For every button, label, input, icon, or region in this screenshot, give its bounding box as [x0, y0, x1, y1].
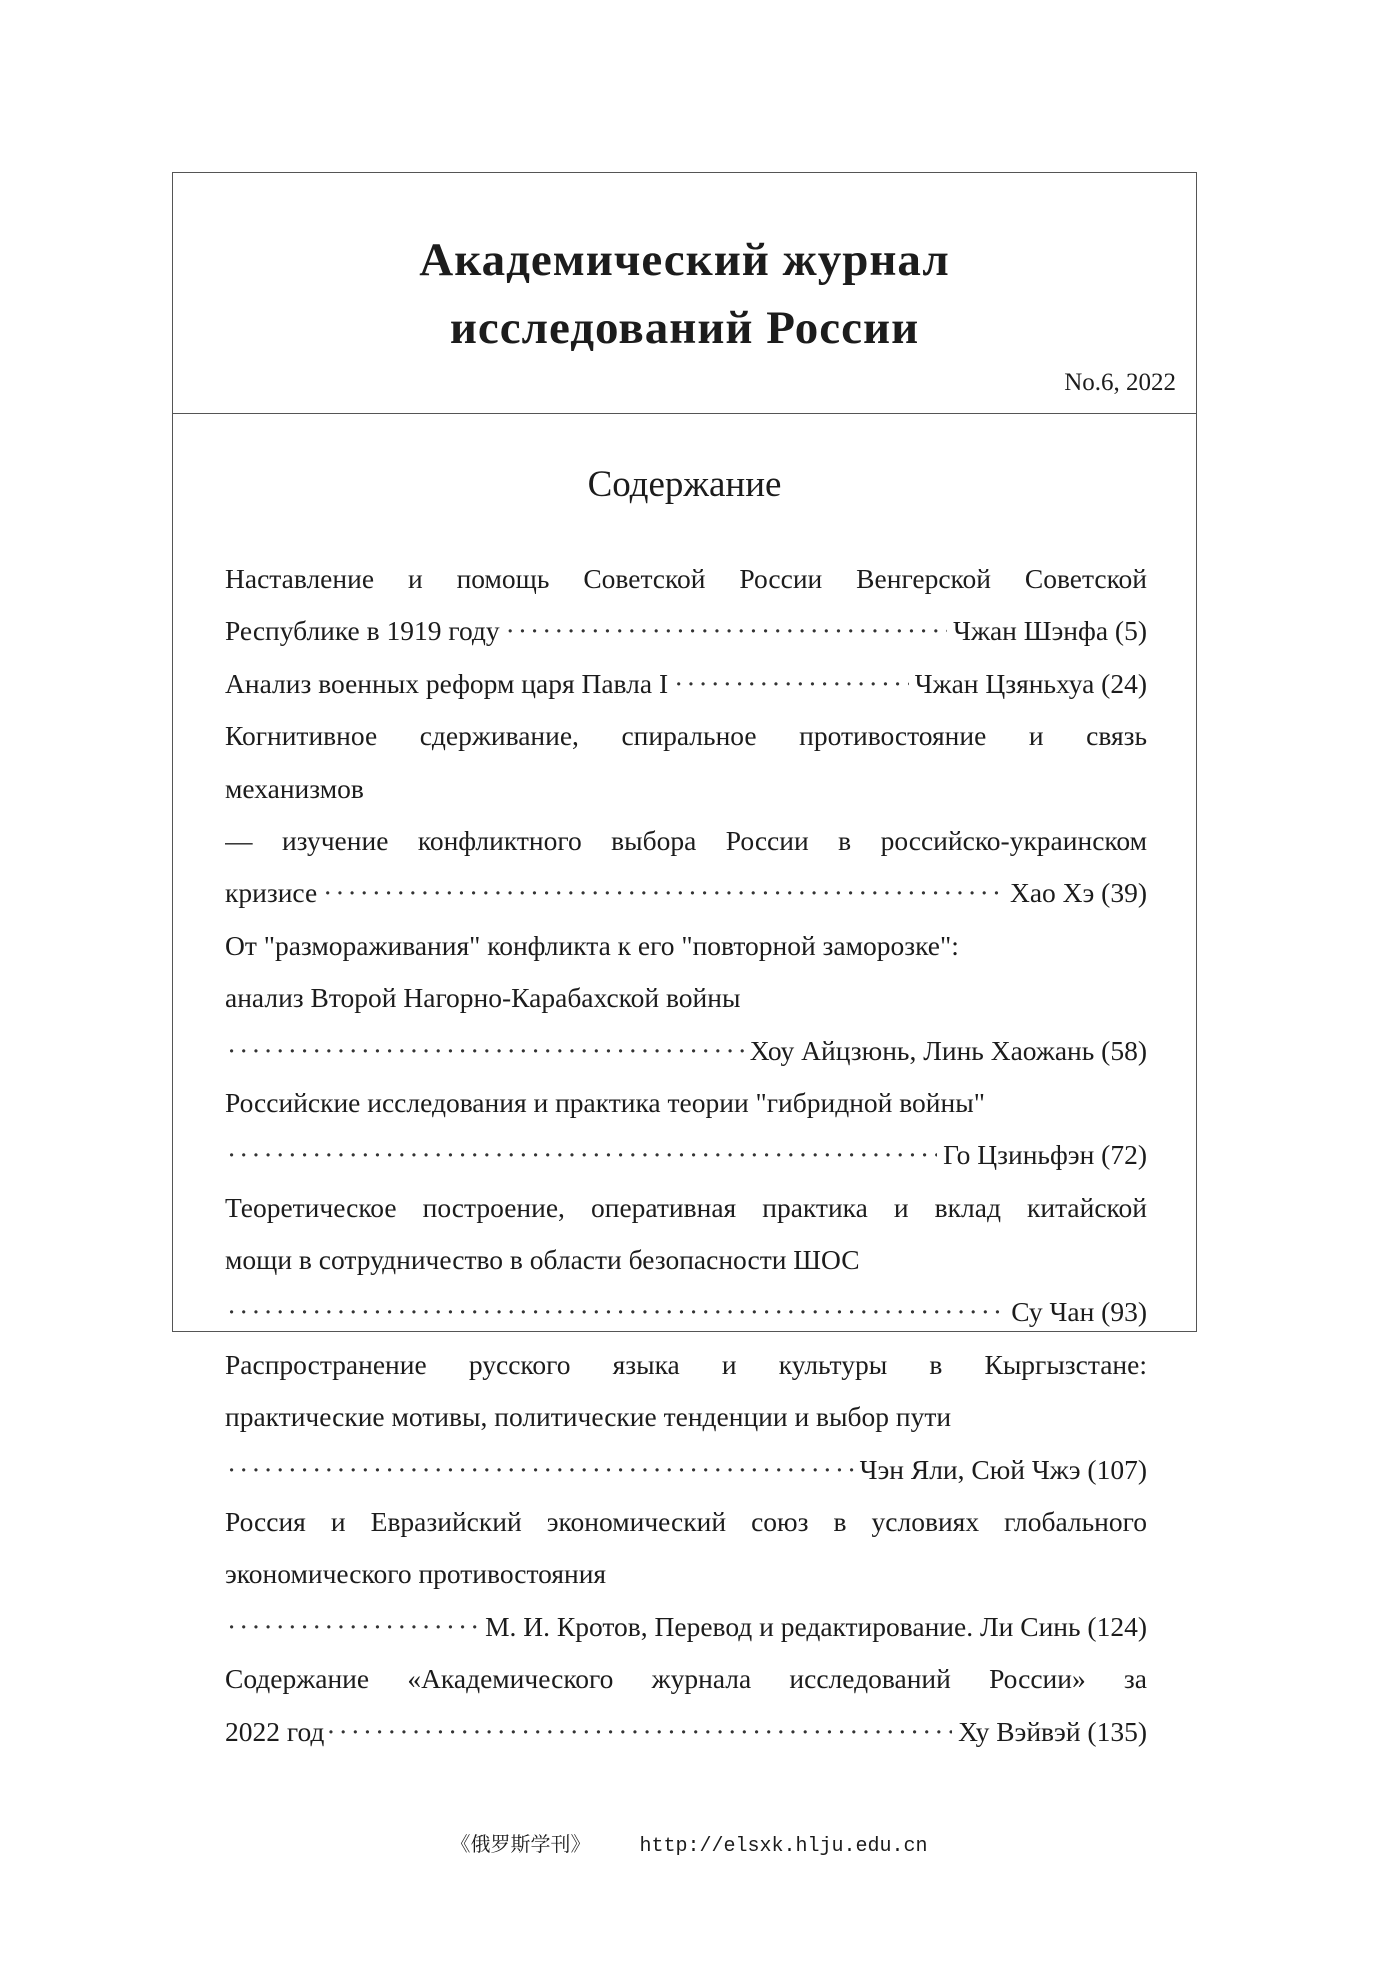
toc-entry-title-line: Россия и Евразийский экономический союз в условиях глобального [225, 1506, 1147, 1538]
journal-title-line-2: исследований России [449, 302, 920, 354]
contents-heading: Содержание [587, 464, 782, 505]
journal-header [173, 173, 1196, 414]
toc-entry-author-page: Чжан Цзяньхуа (24) [914, 667, 1147, 699]
toc-entry-lead-line [225, 1129, 1147, 1181]
toc-entry-title-line: мощи в сотрудничество в области безопасности ШОС [225, 1244, 860, 1276]
leader-dots [323, 867, 1004, 919]
toc-entry-author-page: Ху Вэйвэй (135) [958, 1715, 1147, 1747]
issue-number: No.6, 2022 [1064, 369, 1176, 396]
toc-entry-title-line: 2022 год [225, 1715, 325, 1747]
toc-entry-title-line: Республике в 1919 году [225, 615, 500, 647]
toc-entry-title-line: — изучение конфликтного выбора России в российско-украинском [225, 824, 1147, 856]
page-footer [0, 1828, 1378, 1858]
toc-entry-lead-line [225, 658, 1147, 710]
toc-entry-author-page: Чэн Яли, Сюй Чжэ (107) [859, 1453, 1147, 1485]
toc-entry-lead-line [225, 605, 1147, 657]
leader-dots [227, 1601, 479, 1653]
toc-entry-title-line: Содержание «Академического журнала исследований России» за [225, 1663, 1147, 1695]
leader-dots [227, 1129, 937, 1181]
table-of-contents [225, 553, 1147, 1758]
leader-dots [674, 658, 909, 710]
toc-entry-title-line: механизмов [225, 772, 364, 804]
footer-url-link[interactable]: http://elsxk.hlju.edu.cn [639, 1835, 928, 1858]
toc-entry-lead-line [225, 1286, 1147, 1338]
toc-entry-lead-line [225, 1706, 1147, 1758]
toc-entry-title-line: Распространение русского языка и культуры в Кыргызстане: [225, 1348, 1147, 1380]
toc-entry-title-line: экономического противостояния [225, 1558, 607, 1590]
leader-dots [326, 1706, 952, 1758]
leader-dots [227, 1025, 744, 1077]
toc-entry-lead-line [225, 1444, 1147, 1496]
toc-entry-author-page: Хао Хэ (39) [1009, 877, 1147, 909]
journal-title-line-1: Академический журнал [419, 234, 950, 286]
toc-entry-lead-line [225, 1025, 1147, 1077]
footer-journal-name: 《俄罗斯学刊》 [450, 1832, 591, 1856]
toc-entry-title-line: Российские исследования и практика теории "гибридной войны" [225, 1086, 985, 1118]
toc-entry-title-line: От "размораживания" конфликта к его "повторной заморозке": [225, 929, 959, 961]
toc-entry-title-line: Когнитивное сдерживание, спиральное противостояние и связь [225, 720, 1147, 752]
toc-entry-title-line: Анализ военных реформ царя Павла I [225, 667, 669, 699]
toc-entry-title-line: анализ Второй Нагорно-Карабахской войны [225, 982, 741, 1014]
toc-entry-title-line: практические мотивы, политические тенденции и выбор пути [225, 1401, 952, 1433]
toc-entry-lead-line [225, 1601, 1147, 1653]
toc-entry-author-page: Хоу Айцзюнь, Линь Хаожань (58) [749, 1034, 1147, 1066]
toc-entry-title-line: Наставление и помощь Советской России Венгерской Советской [225, 563, 1147, 594]
leader-dots [506, 605, 947, 657]
journal-frame [172, 172, 1197, 1747]
toc-entry-author-page: Чжан Шэнфа (5) [953, 615, 1147, 647]
toc-entry-author-page: Су Чан (93) [1011, 1296, 1147, 1328]
toc-entry-title-line: кризисе [225, 877, 318, 909]
toc-entry-author-page: Го Цзиньфэн (72) [943, 1139, 1147, 1171]
leader-dots [227, 1444, 854, 1496]
toc-entry-author-page: М. И. Кротов, Перевод и редактирование. Ли Синь (124) [485, 1610, 1147, 1642]
toc-entry-lead-line [225, 867, 1147, 919]
toc-entry-title-line: Теоретическое построение, оперативная практика и вклад китайской [225, 1191, 1147, 1223]
leader-dots [227, 1286, 1005, 1338]
